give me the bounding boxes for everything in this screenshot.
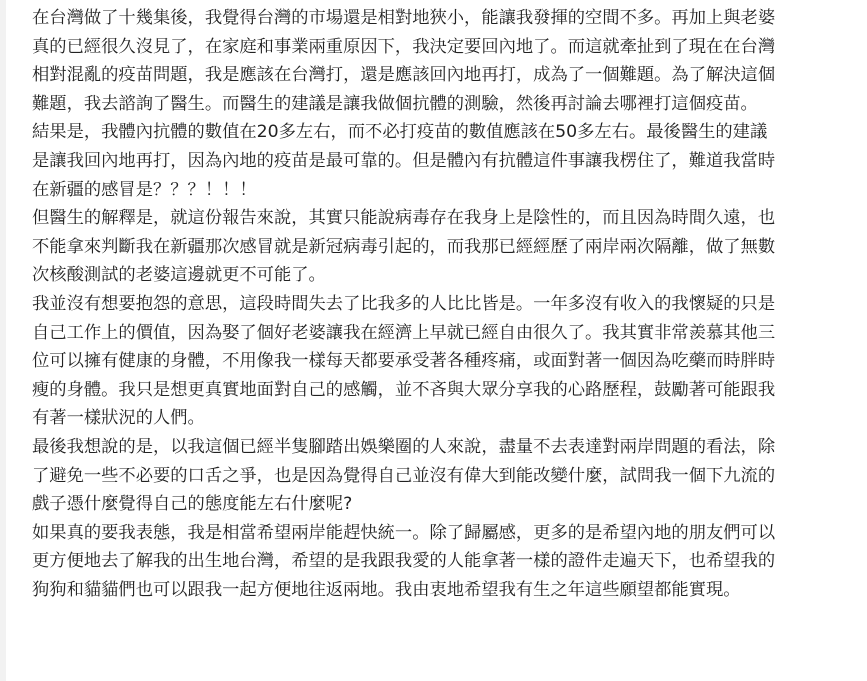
text-line: 瘦的身體。我只是想更真實地面對自己的感觸，並不吝與大眾分享我的心路歷程，鼓勵著可能跟我 bbox=[32, 379, 776, 400]
article-body bbox=[32, 4, 832, 604]
text-line: 次核酸測試的老婆這邊就更不可能了。 bbox=[32, 265, 326, 286]
page-left-edge bbox=[0, 0, 6, 681]
text-line: 相對混亂的疫苗問題，我是應該在台灣打，還是應該回內地再打，成為了一個難題。為了解決這個 bbox=[32, 65, 776, 86]
text-line: 真的已經很久沒見了，在家庭和事業兩重原因下，我決定要回內地了。而這就牽扯到了現在在台灣 bbox=[32, 36, 776, 57]
text-line: 是讓我回內地再打，因為內地的疫苗是最可靠的。但是體內有抗體這件事讓我楞住了，難道我當時 bbox=[32, 150, 776, 171]
text-line: 在台灣做了十幾集後，我覺得台灣的市場還是相對地狹小，能讓我發揮的空間不多。再加上與老婆 bbox=[32, 8, 776, 28]
text-line: 如果真的要我表態，我是相當希望兩岸能趕快統一。除了歸屬感，更多的是希望內地的朋友們可以 bbox=[32, 522, 776, 543]
paragraph-doctor-explanation bbox=[32, 204, 832, 290]
text-line: 了避免一些不必要的口舌之爭，也是因為覺得自己並沒有偉大到能改變什麼，試問我一個下九流的 bbox=[32, 465, 776, 486]
paragraph-cross-strait-view bbox=[32, 433, 832, 519]
text-line: 更方便地去了解我的出生地台灣，希望的是我跟我愛的人能拿著一樣的證件走遍天下，也希望我的 bbox=[32, 551, 776, 572]
text-line: 不能拿來判斷我在新疆那次感冒就是新冠病毒引起的，而我那已經經歷了兩岸兩次隔離，做了無數 bbox=[32, 236, 776, 257]
text-line: 但醫生的解釋是，就這份報告來說，其實只能說病毒存在我身上是陰性的，而且因為時間久遠，也 bbox=[32, 208, 776, 229]
text-line: 在新疆的感冒是？？？！！！ bbox=[32, 179, 257, 200]
text-line: 難題，我去諮詢了醫生。而醫生的建議是讓我做個抗體的測驗，然後再討論去哪裡打這個疫苗。 bbox=[32, 93, 758, 114]
text-line: 自己工作上的價值，因為娶了個好老婆讓我在經濟上早就已經自由很久了。我其實非常羨慕其他三 bbox=[32, 322, 776, 343]
text-line: 戲子憑什麼覺得自己的態度能左右什麼呢? bbox=[32, 494, 353, 515]
text-line: 我並沒有想要抱怨的意思，這段時間失去了比我多的人比比皆是。一年多沒有收入的我懷疑的只是 bbox=[32, 293, 776, 314]
text-line: 最後我想說的是，以我這個已經半隻腳踏出娛樂圈的人來說，盡量不去表達對兩岸問題的看法，除 bbox=[32, 436, 776, 457]
paragraph-vaccine-decision bbox=[32, 4, 832, 118]
paragraph-no-complaint bbox=[32, 290, 832, 433]
text-line: 有著一樣狀況的人們。 bbox=[32, 408, 205, 429]
paragraph-antibody-result bbox=[32, 118, 832, 204]
text-line: 結果是，我體內抗體的數值在20多左右，而不必打疫苗的數值應該在50多左右。最後醫生的建議 bbox=[32, 122, 768, 143]
text-line: 狗狗和貓貓們也可以跟我一起方便地往返兩地。我由衷地希望我有生之年這些願望都能實現。 bbox=[32, 579, 741, 600]
paragraph-final-wish bbox=[32, 519, 832, 605]
text-line: 位可以擁有健康的身體，不用像我一樣每天都要承受著各種疼痛，或面對著一個因為吃藥而時胖時 bbox=[32, 351, 776, 372]
